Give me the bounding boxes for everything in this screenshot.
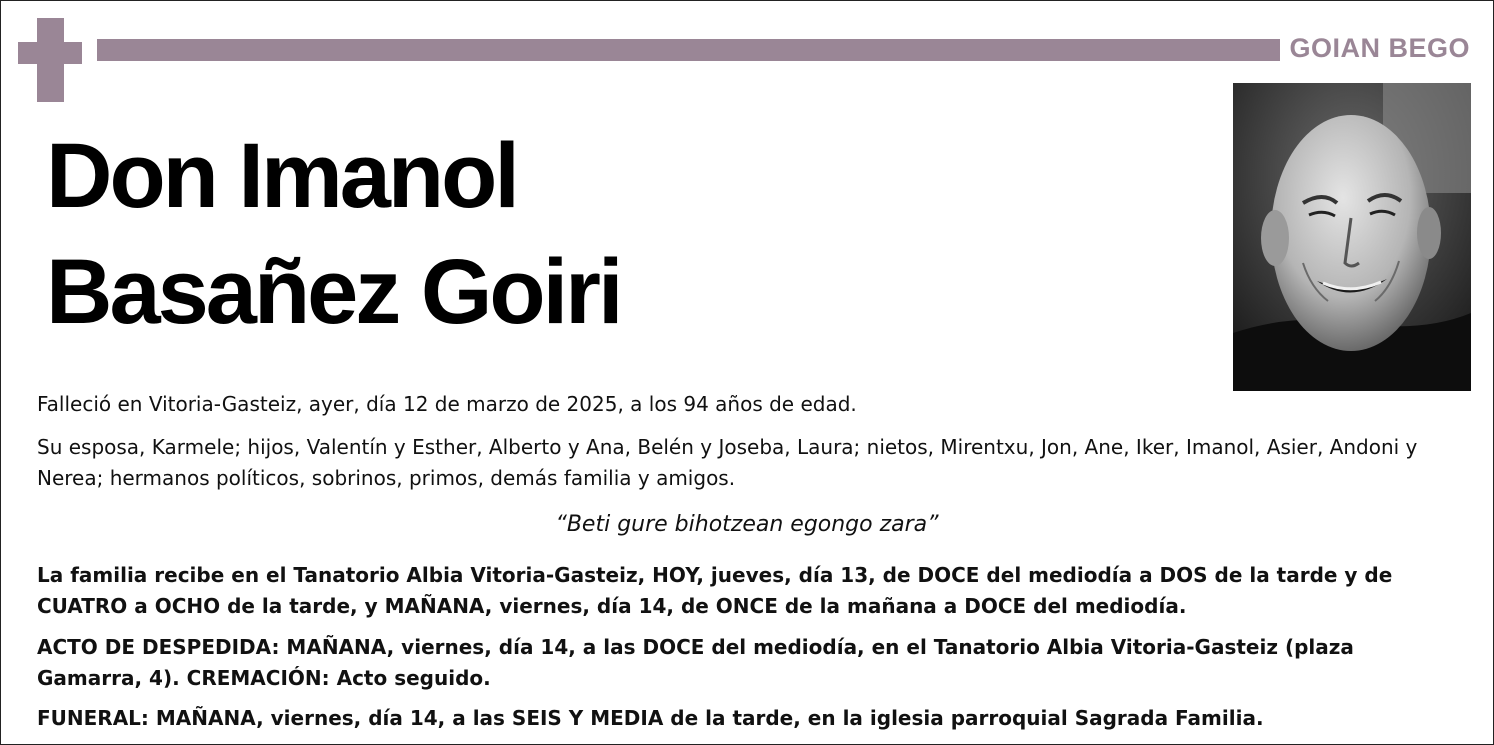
- wake-info: La familia recibe en el Tanatorio Albia Vitoria-Gasteiz, HOY, jueves, día 13, de DOCE del mediodía a DOS de la tarde y de CUATRO a OCHO de la tarde, y MAÑANA, viernes, día 14, de ONCE de la mañana a DOCE del mediodía.: [37, 563, 1393, 618]
- name-line-2: Basañez Goiri: [46, 241, 621, 343]
- portrait-photo: [1233, 83, 1471, 391]
- death-notice: Falleció en Vitoria-Gasteiz, ayer, día 12 de marzo de 2025, a los 94 años de edad.: [37, 392, 857, 416]
- cross-icon-bar: [18, 42, 82, 64]
- section-tag: GOIAN BEGO: [1289, 33, 1470, 63]
- portrait-icon: [1233, 83, 1471, 391]
- deceased-name: [46, 118, 621, 350]
- name-line-1: Don Imanol: [46, 125, 517, 227]
- farewell-info: ACTO DE DESPEDIDA: MAÑANA, viernes, día 14, a las DOCE del mediodía, en el Tanatorio Albia Vitoria-Gasteiz (plaza Gamarra, 4). CREMACIÓN: Acto seguido.: [37, 635, 1354, 690]
- header-band: [97, 39, 1280, 61]
- funeral-info: FUNERAL: MAÑANA, viernes, día 14, a las SEIS Y MEDIA de la tarde, en la iglesia parroquial Sagrada Familia.: [37, 706, 1264, 730]
- family-list: Su esposa, Karmele; hijos, Valentín y Esther, Alberto y Ana, Belén y Joseba, Laura; nietos, Mirentxu, Jon, Ane, Iker, Imanol, Asier, Andoni y Nerea; hermanos políticos, sobrinos, primos, demás familia y amigos.: [37, 435, 1418, 490]
- memorial-quote: “Beti gure bihotzean egongo zara”: [555, 512, 939, 537]
